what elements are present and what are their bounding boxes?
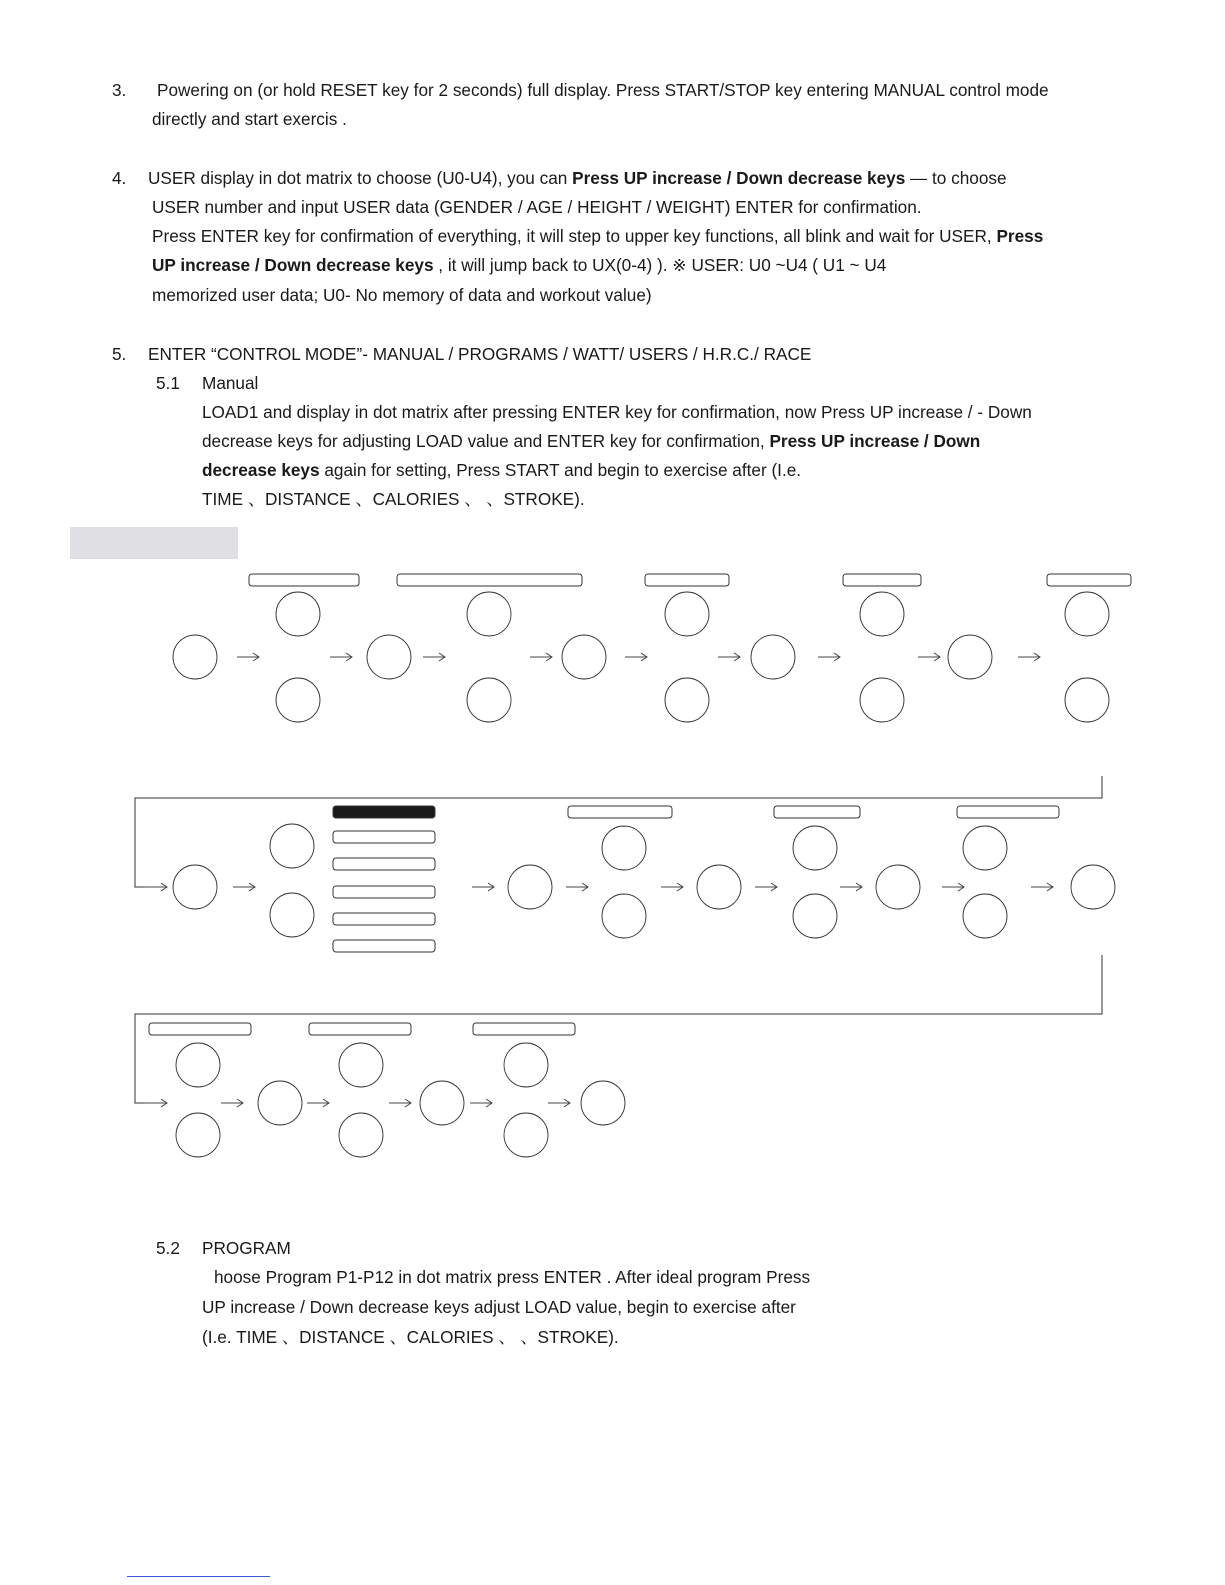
flow-step-circle [860, 592, 904, 636]
item-4-line-1 [148, 168, 1007, 188]
section-5-1-line-2-bold: Press UP increase / Down [769, 431, 981, 451]
flow-step-circle [665, 678, 709, 722]
item-4-line-3-text: Press ENTER key for confirmation of everything, it will step to upper key functions, all blink and wait for USER, [152, 226, 997, 246]
display-label-box [843, 574, 921, 586]
flow-step-circle [339, 1113, 383, 1157]
item-4-line-5: memorized user data; U0- No memory of data and workout value) [152, 285, 652, 305]
item-3-line-1: Powering on (or hold RESET key for 2 seconds) full display. Press START/STOP key entering MANUAL control mode [157, 80, 1049, 100]
flow-step-circle [876, 865, 920, 909]
flow-step-circle [504, 1043, 548, 1087]
flow-arrowhead [1034, 653, 1040, 661]
display-label-box [149, 1023, 251, 1035]
item-5-number: 5. [112, 344, 127, 364]
flow-step-circle [562, 635, 606, 679]
flow-arrowhead [1047, 883, 1053, 891]
item-4-line-1-bold: Press UP increase / Down decrease keys [572, 168, 906, 188]
display-label-box [333, 858, 435, 870]
item-4-line-4-text: , it will jump back to UX(0-4) ). ※ USER: U0 ~U4 ( U1 ~ U4 [433, 255, 887, 275]
flow-arrowhead [253, 653, 259, 661]
flow-arrowhead [771, 883, 777, 891]
flow-arrowhead [249, 883, 255, 891]
flow-arrowhead [486, 1099, 492, 1107]
flow-step-circle [665, 592, 709, 636]
flow-arrowhead [564, 1099, 570, 1107]
flow-arrowhead [582, 883, 588, 891]
flow-step-circle [270, 824, 314, 868]
flow-step-circle [276, 678, 320, 722]
display-label-box [397, 574, 582, 586]
flow-arrowhead [834, 653, 840, 661]
flow-arrowhead [641, 653, 647, 661]
flow-step-circle [602, 894, 646, 938]
flow-arrowhead [405, 1099, 411, 1107]
flow-step-circle [258, 1081, 302, 1125]
display-label-box [774, 806, 860, 818]
display-label-box [957, 806, 1059, 818]
flow-step-circle [1065, 592, 1109, 636]
flow-step-circle [467, 592, 511, 636]
flow-arrowhead [856, 883, 862, 891]
flow-arrowhead [958, 883, 964, 891]
section-5-2-title: PROGRAM [202, 1238, 291, 1258]
flow-step-circle [697, 865, 741, 909]
section-5-1-line-2 [202, 431, 980, 451]
flow-step-circle [420, 1081, 464, 1125]
flow-step-circle [602, 826, 646, 870]
flow-step-circle [173, 635, 217, 679]
display-label-box [333, 913, 435, 925]
display-label-box-selected [333, 806, 435, 818]
flow-step-circle [751, 635, 795, 679]
item-4-line-4-bold: UP increase / Down decrease keys [152, 255, 434, 275]
flow-arrowhead [161, 883, 167, 891]
section-5-1-line-4: TIME 、DISTANCE 、CALORIES 、 、STROKE). [202, 489, 585, 509]
display-label-box [309, 1023, 411, 1035]
section-5-2-line-3: (I.e. TIME 、DISTANCE 、CALORIES 、 、STROKE). [202, 1327, 619, 1347]
item-5-title: ENTER “CONTROL MODE”- MANUAL / PROGRAMS / WATT/ USERS / H.R.C./ RACE [148, 344, 812, 364]
section-5-2-number: 5.2 [156, 1238, 180, 1258]
item-4-line-1-text: USER display in dot matrix to choose (U0-U4), you can [148, 168, 573, 188]
display-label-box [333, 831, 435, 843]
flow-step-circle [467, 678, 511, 722]
display-label-box [333, 940, 435, 952]
item-4-line-2: USER number and input USER data (GENDER / AGE / HEIGHT / WEIGHT) ENTER for confirmation. [152, 197, 922, 217]
section-5-1-title: Manual [202, 373, 259, 393]
flow-step-circle [793, 826, 837, 870]
display-label-box [333, 886, 435, 898]
flow-arrowhead [161, 1099, 167, 1107]
flow-step-circle [339, 1043, 383, 1087]
flow-step-circle [948, 635, 992, 679]
item-4-line-4 [152, 255, 886, 275]
flow-step-circle [963, 894, 1007, 938]
section-5-1-line-3-bold: decrease keys [202, 460, 320, 480]
flow-step-circle [860, 678, 904, 722]
flow-arrowhead [439, 653, 445, 661]
flow-connector-line [135, 776, 1102, 887]
display-label-box [568, 806, 672, 818]
item-4-number: 4. [112, 168, 127, 188]
display-label-box [473, 1023, 575, 1035]
section-5-1-number: 5.1 [156, 373, 180, 393]
flow-step-circle [581, 1081, 625, 1125]
flow-step-circle [1071, 865, 1115, 909]
flow-arrowhead [677, 883, 683, 891]
display-label-box [249, 574, 359, 586]
caption-shade-block [70, 527, 238, 559]
flow-step-circle [176, 1113, 220, 1157]
item-4-line-1-end: — to choose [905, 168, 1007, 188]
flow-step-circle [504, 1113, 548, 1157]
flow-arrowhead [237, 1099, 243, 1107]
item-4-line-3 [152, 226, 1043, 246]
flow-connector-line [135, 955, 1102, 1103]
flow-step-circle [963, 826, 1007, 870]
flow-step-circle [176, 1043, 220, 1087]
section-5-2-line-2: UP increase / Down decrease keys adjust LOAD value, begin to exercise after [202, 1297, 796, 1317]
section-5-1-line-2-text: decrease keys for adjusting LOAD value and ENTER key for confirmation, [202, 431, 770, 451]
section-5-1-line-1: LOAD1 and display in dot matrix after pressing ENTER key for confirmation, now Press UP increase / - Down [202, 402, 1032, 422]
item-3-line-2: directly and start exercis . [152, 109, 347, 129]
item-4-line-3-bold: Press [996, 226, 1044, 246]
section-5-1-line-3-text: again for setting, Press START and begin to exercise after (I.e. [319, 460, 802, 480]
flow-arrowhead [323, 1099, 329, 1107]
flow-arrowhead [346, 653, 352, 661]
section-5-2-line-1: hoose Program P1-P12 in dot matrix press ENTER . After ideal program Press [214, 1267, 811, 1287]
flow-step-circle [1065, 678, 1109, 722]
flow-step-circle [276, 592, 320, 636]
footer-link-underline [127, 1576, 270, 1577]
display-label-box [645, 574, 729, 586]
flow-step-circle [508, 865, 552, 909]
flow-step-circle [173, 865, 217, 909]
flow-step-circle [270, 893, 314, 937]
flow-step-circle [793, 894, 837, 938]
flow-arrowhead [546, 653, 552, 661]
flow-arrowhead [488, 883, 494, 891]
section-5-1-line-3 [202, 460, 801, 480]
display-label-box [1047, 574, 1131, 586]
item-3-number: 3. [112, 80, 127, 100]
flow-step-circle [367, 635, 411, 679]
flow-arrowhead [734, 653, 740, 661]
flow-arrowhead [934, 653, 940, 661]
